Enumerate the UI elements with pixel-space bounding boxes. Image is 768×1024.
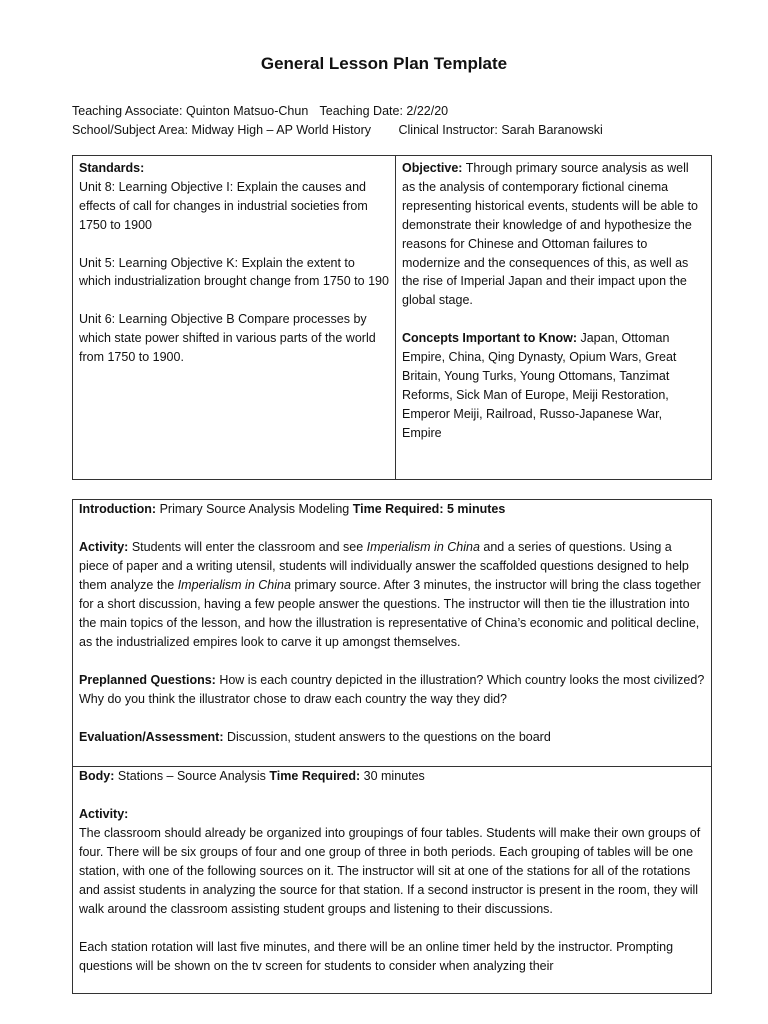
standard-unit-5: Unit 5: Learning Objective K: Explain the extent to which industrialization brought change from 1750 to 190 [79,255,389,289]
school-label: School/Subject Area: [72,123,189,137]
body-name: Stations – Source Analysis [117,769,266,783]
body-activity-paragraph-1: The classroom should already be organized into groupings of four tables. Students will make their own groups of four. There will be six groups of four and one group of three in both periods. Each grouping of tables will be one station, with one of the following sources on it. The instructor will sit at one of the stations for all of the rotations and assist students in analyzing the source for that station. If a second instructor is present in the room, they will walk around the classroom assisting student groups and listening to their discussions. [79,825,701,916]
objective-cell [396,156,711,479]
introduction-time: 5 minutes [446,502,506,516]
body-time: 30 minutes [363,769,425,783]
objective-label: Objective: [402,161,463,175]
evaluation-label: Evaluation/Assessment: [79,729,224,744]
questions-text: How is each country depicted in the illustration? Which country looks the most civilized? Why do you think the illustrator chose to draw each country the way they did? [79,672,705,706]
body-time-label: Time Required: [269,769,361,783]
introduction-section [72,499,712,767]
body-label: Body: [79,769,115,783]
evaluation-text: Discussion, student answers to the questions on the board [226,729,551,744]
body-activity-label: Activity: [79,806,129,821]
page-title: General Lesson Plan Template [260,54,508,73]
clinical-instructor-value: Sarah Baranowski [501,123,603,137]
teaching-date-label: Teaching Date: [319,104,403,118]
body-activity-paragraph-2: Each station rotation will last five minutes, and there will be an online timer held by the instructor. Prompting questions will be shown on the tv screen for students to consider when analyzing their [79,939,674,973]
teaching-date-value: 2/22/20 [406,104,449,118]
introduction-activity [79,538,705,652]
concepts-text: Japan, Ottoman Empire, China, Qing Dynasty, Opium Wars, Great Britain, Young Turks, Young Ottomans, Tanzimat Reforms, Sick Man of Europe, Meiji Restoration, Emperor Meiji, Railroad, Russo-Japanese War, Empire [402,331,677,440]
introduction-activity-text-a: Students will enter the classroom and see [131,539,364,554]
teaching-associate-value: Quinton Matsuo-Chun [185,104,309,118]
body-header [79,767,705,786]
teaching-associate-label: Teaching Associate: [72,104,183,118]
header-line-1 [72,102,712,121]
standards-cell [73,156,396,479]
evaluation-assessment [79,728,705,747]
standards-heading: Standards: [79,161,145,175]
objective-paragraph [402,159,705,310]
introduction-name: Primary Source Analysis Modeling [159,502,350,516]
introduction-activity-text-b: and a series of questions. Using a piece of paper and a writing utensil, students will individually answer the scaffolded questions designed to help them analyze the [79,539,689,592]
concepts-paragraph [402,329,705,442]
introduction-label: Introduction: [79,502,157,516]
school-value: Midway High – AP World History [191,123,371,137]
standards-objective-table [72,155,712,480]
standard-unit-8: Unit 8: Learning Objective I: Explain the causes and effects of call for changes in industrial societies from 1750 to 1900 [79,179,368,232]
body-section [72,766,712,994]
clinical-instructor-label: Clinical Instructor: [398,123,498,137]
header-line-2 [72,121,712,140]
source-title: Imperialism in China [177,577,291,592]
introduction-activity-text-c: primary source. After 3 minutes, the instructor will bring the class together for a short discussion, having a few people answer the questions. The instructor will then tie the illustration into the main topics of the lesson, and how the illustration is representative of China’s economic and political decline, as the industrialized empires look to carve it up amongst themselves. [79,577,701,649]
introduction-time-label: Time Required: [352,502,444,516]
introduction-activity-label: Activity: [79,539,129,554]
objective-text: Through primary source analysis as well as the analysis of contemporary fictional cinema representing historical events, students will be able to demonstrate their knowledge of and hypothesize the reasons for Chinese and Ottoman failures to modernize and the consequences of this, as well as the rise of Imperial Japan and their impact upon the global stage. [402,161,698,308]
source-title: Imperialism in China [366,539,480,554]
preplanned-questions [79,671,705,709]
introduction-header [79,500,705,519]
standard-unit-6: Unit 6: Learning Objective B Compare processes by which state power shifted in various parts of the world from 1750 to 1900. [79,312,376,365]
questions-label: Preplanned Questions: [79,672,216,687]
concepts-label: Concepts Important to Know: [402,331,577,346]
